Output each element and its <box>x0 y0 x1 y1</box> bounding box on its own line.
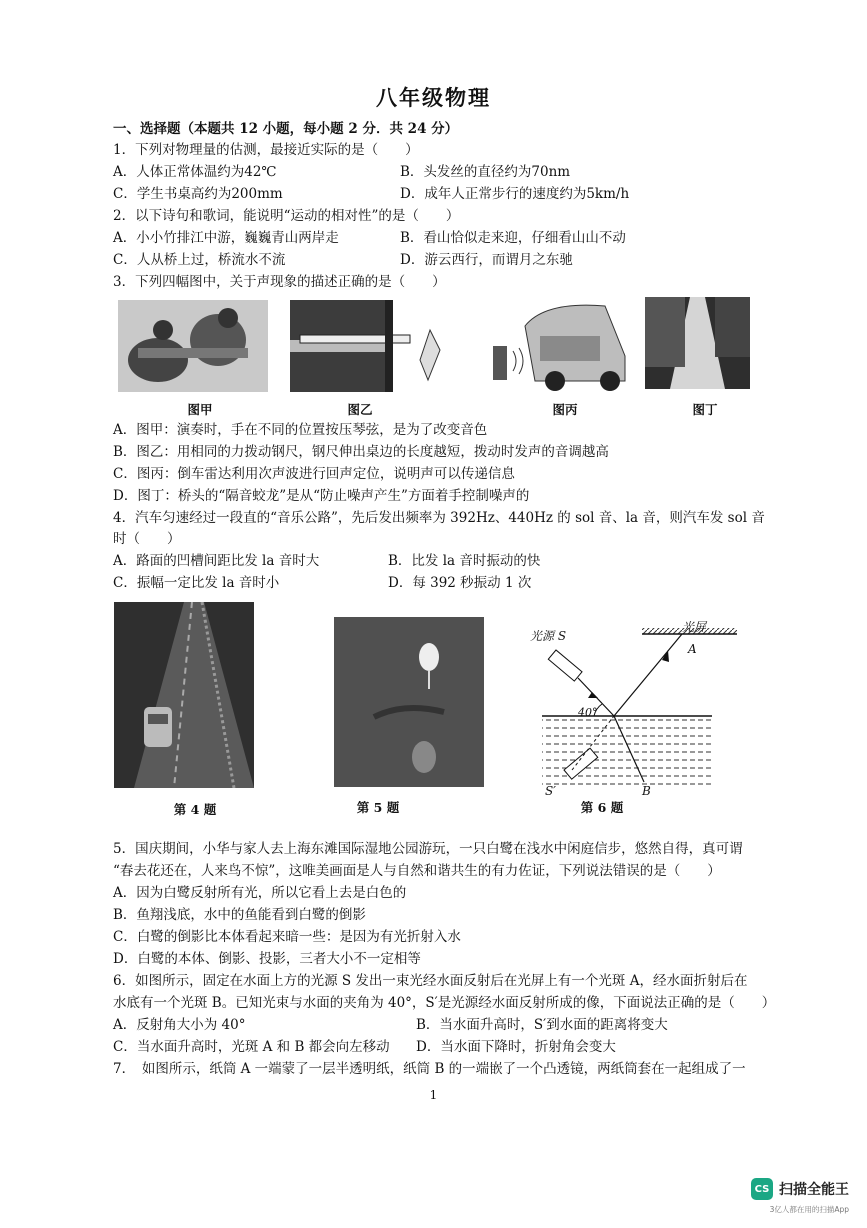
q6-option-b: B．当水面升高时，S′到水面的距离将变大 <box>416 1017 668 1033</box>
q5-option-b: B．鱼翔浅底，水中的鱼能看到白鹭的倒影 <box>113 907 366 923</box>
figure-6-diagram <box>522 620 752 798</box>
q6-option-c: C．当水面升高时，光斑 A 和 B 都会向左移动 <box>113 1039 390 1055</box>
q4-stem-line2: 时（ ） <box>113 531 181 547</box>
figure-5-photo <box>334 617 484 787</box>
brand-tagline: 3亿人都在用的扫描App <box>769 1205 849 1214</box>
q4-option-b: B．比发 la 音时振动的快 <box>388 553 541 569</box>
figure-4-photo <box>114 602 254 788</box>
page-title: 八年级物理 <box>376 85 491 110</box>
figure-caption-bing: 图丙 <box>552 402 578 417</box>
q1-option-d: D．成年人正常步行的速度约为5km/h <box>400 186 630 202</box>
brand-name: 扫描全能王 <box>779 1182 849 1198</box>
q2-option-c: C．人从桥上过，桥流水不流 <box>113 252 286 268</box>
q5-option-c: C．白鹭的倒影比本体看起来暗一些：是因为有光折射入水 <box>113 929 461 945</box>
q2-option-a: A．小小竹排江中游，巍巍青山两岸走 <box>113 230 339 246</box>
figure-4-caption: 第 4 题 <box>173 802 217 817</box>
q7-stem: 7． 如图所示，纸筒 A 一端蒙了一层半透明纸，纸筒 B 的一端嵌了一个凸透镜，两纸筒套在一起组成了一 <box>113 1061 746 1077</box>
q5-option-a: A．因为白鹭反射所有光，所以它看上去是白色的 <box>113 885 407 901</box>
figure-ding-photo <box>645 297 750 389</box>
q6-stem-line2: 水底有一个光斑 B。已知光束与水面的夹角为 40°，S′是光源经水面反射所成的像，下面说法正确的是（ ） <box>113 995 776 1011</box>
q6-option-d: D．当水面下降时，折射角会变大 <box>416 1039 616 1055</box>
q3-option-a: A．图甲：演奏时，手在不同的位置按压琴弦，是为了改变音色 <box>113 422 488 438</box>
section-heading: 一、选择题（本题共 12 小题，每小题 2 分．共 24 分） <box>113 121 459 137</box>
figure-caption-yi: 图乙 <box>347 402 373 417</box>
q2-stem: 2．以下诗句和歌词，能说明“运动的相对性”的是（ ） <box>113 208 460 224</box>
label-angle: 40° <box>578 706 598 719</box>
label-light-source: 光源 S <box>530 629 567 643</box>
q4-option-d: D．每 392 秒振动 1 次 <box>388 575 532 591</box>
figure-jia-photo <box>118 300 268 392</box>
q5-stem-line2: “春去花还在，人来鸟不惊”，这唯美画面是人与自然和谐共生的有力佐证，下列说法错误的是（ ） <box>113 863 721 879</box>
figure-5-caption: 第 5 题 <box>356 800 400 815</box>
q4-stem-line1: 4．汽车匀速经过一段直的“音乐公路”，先后发出频率为 392Hz、440Hz 的 sol 音、la 音，则汽车发 sol 音 <box>113 510 765 526</box>
q3-stem: 3．下列四幅图中，关于声现象的描述正确的是（ ） <box>113 274 446 290</box>
figure-6-caption: 第 6 题 <box>580 800 624 815</box>
q2-option-d: D．游云西行，而谓月之东驰 <box>400 252 573 268</box>
figure-caption-ding: 图丁 <box>692 402 718 417</box>
camscanner-logo-icon: CS <box>751 1178 773 1200</box>
q4-option-c: C．振幅一定比发 la 音时小 <box>113 575 280 591</box>
figure-yi-photo <box>290 300 460 392</box>
label-image-s: S′ <box>545 784 556 798</box>
q5-option-d: D．白鹭的本体、倒影、投影，三者大小不一定相等 <box>113 951 421 967</box>
label-screen: 光屏 <box>682 620 707 634</box>
q1-option-b: B．头发丝的直径约为70nm <box>400 164 571 180</box>
q1-stem: 1．下列对物理量的估测，最接近实际的是（ ） <box>113 142 419 158</box>
q1-option-a: A．人体正常体温约为42℃ <box>113 164 277 180</box>
scanner-brand <box>751 1178 849 1200</box>
figure-caption-jia: 图甲 <box>187 402 213 417</box>
q3-option-b: B．图乙：用相同的力拨动钢尺，钢尺伸出桌边的长度越短，拨动时发声的音调越高 <box>113 444 609 460</box>
page-number: 1 <box>429 1088 438 1102</box>
q4-option-a: A．路面的凹槽间距比发 la 音时大 <box>113 553 320 569</box>
q1-option-c: C．学生书桌高约为200mm <box>113 186 283 202</box>
q3-option-c: C．图丙：倒车雷达利用次声波进行回声定位，说明声可以传递信息 <box>113 466 515 482</box>
label-point-b: B <box>642 784 651 798</box>
q6-option-a: A．反射角大小为 40° <box>113 1017 246 1033</box>
figure-bing-photo <box>485 296 630 392</box>
q2-option-b: B．看山恰似走来迎，仔细看山山不动 <box>400 230 626 246</box>
q3-option-d: D．图丁：桥头的“隔音蛟龙”是从“防止噪声产生”方面着手控制噪声的 <box>113 488 530 504</box>
q6-stem-line1: 6．如图所示，固定在水面上方的光源 S 发出一束光经水面反射后在光屏上有一个光斑 A，经水面折射后在 <box>113 973 748 989</box>
label-point-a: A <box>688 642 697 656</box>
q5-stem-line1: 5．国庆期间，小华与家人去上海东滩国际湿地公园游玩，一只白鹭在浅水中闲庭信步，悠然自得，真可谓 <box>113 841 743 857</box>
